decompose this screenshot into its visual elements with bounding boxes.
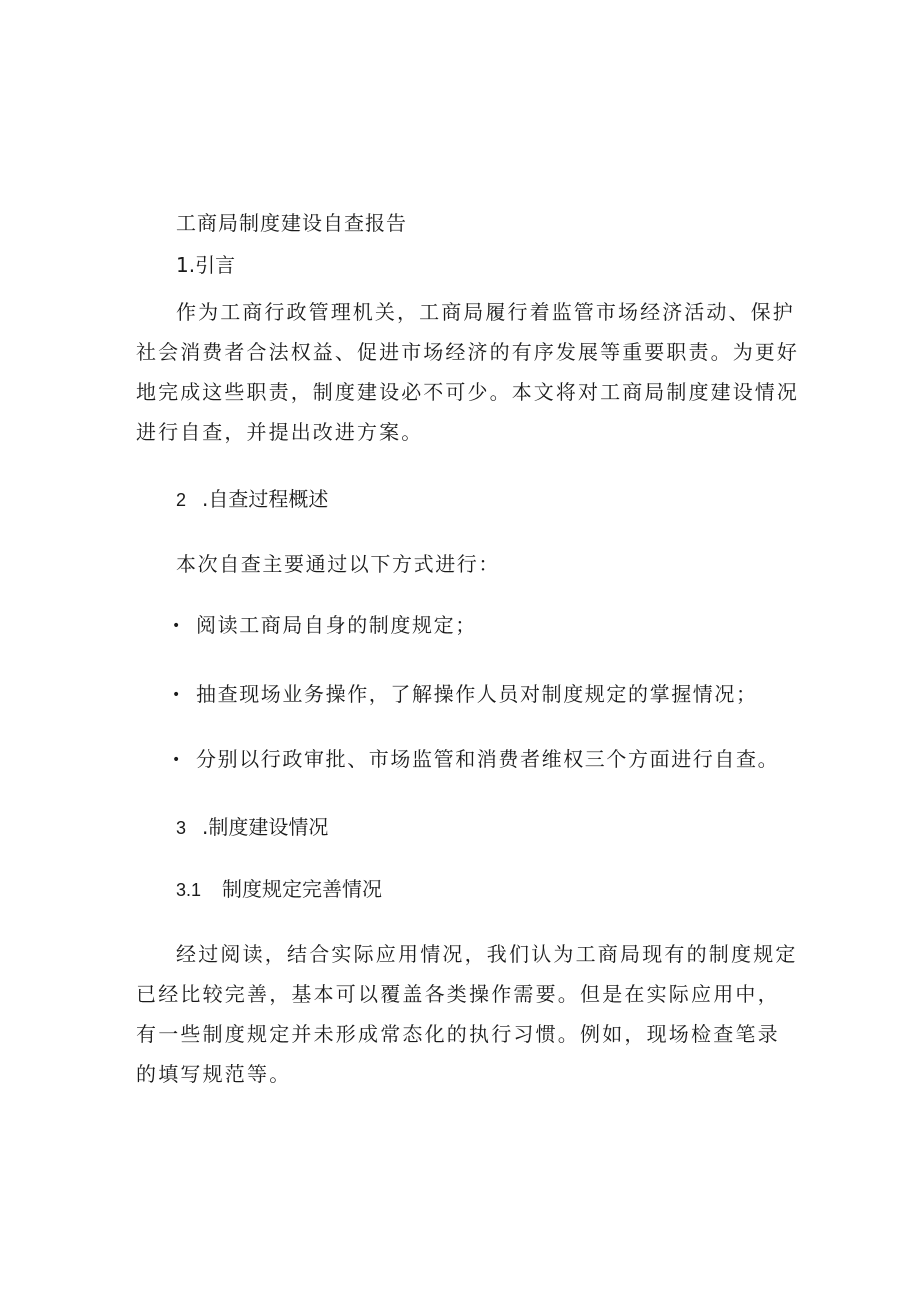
section-2-intro: 本次自查主要通过以下方式进行：: [176, 552, 500, 576]
document-title: 工商局制度建设自查报告: [176, 211, 407, 235]
section-1-paragraph: 作为工商行政管理机关，工商局履行着监管市场经济活动、保护社会消费者合法权益、促进市场经济的有序发展等重要职责。为更好地完成这些职责，制度建设必不可少。本文将对工商局制度建设情况进行自查，并提出改进方案。: [136, 300, 799, 444]
section-1-heading: 1.引言: [176, 253, 236, 277]
section-3-heading: [176, 814, 328, 841]
bullet-icon: •: [172, 752, 182, 768]
list-item-text: 阅读工商局自身的制度规定；: [196, 613, 477, 637]
subsection-3-1-heading: [176, 876, 382, 903]
section-2-heading: [176, 486, 328, 513]
list-item-text: 分别以行政审批、市场监管和消费者维权三个方面进行自查。: [196, 747, 780, 771]
list-item-text: 抽查现场业务操作，了解操作人员对制度规定的掌握情况；: [196, 682, 758, 706]
subsection-3-1-title: 制度规定完善情况: [222, 877, 382, 901]
list-item: [172, 746, 779, 773]
subsection-3-1-number: 3.1: [176, 880, 202, 900]
section-2-number: 2: [176, 490, 187, 510]
bullet-icon: •: [172, 618, 182, 634]
bullet-icon: •: [172, 687, 182, 703]
list-item: [172, 612, 477, 639]
list-item: [172, 681, 758, 708]
section-3-number: 3: [176, 818, 187, 838]
section-3-title: .制度建设情况: [202, 815, 329, 839]
subsection-3-1-paragraph: 经过阅读，结合实际应用情况，我们认为工商局现有的制度规定已经比较完善，基本可以覆盖各类操作需要。但是在实际应用中，有一些制度规定并未形成常态化的执行习惯。例如，现场检查笔录的填写规范等。: [136, 942, 798, 1086]
section-2-title: .自查过程概述: [202, 487, 329, 511]
